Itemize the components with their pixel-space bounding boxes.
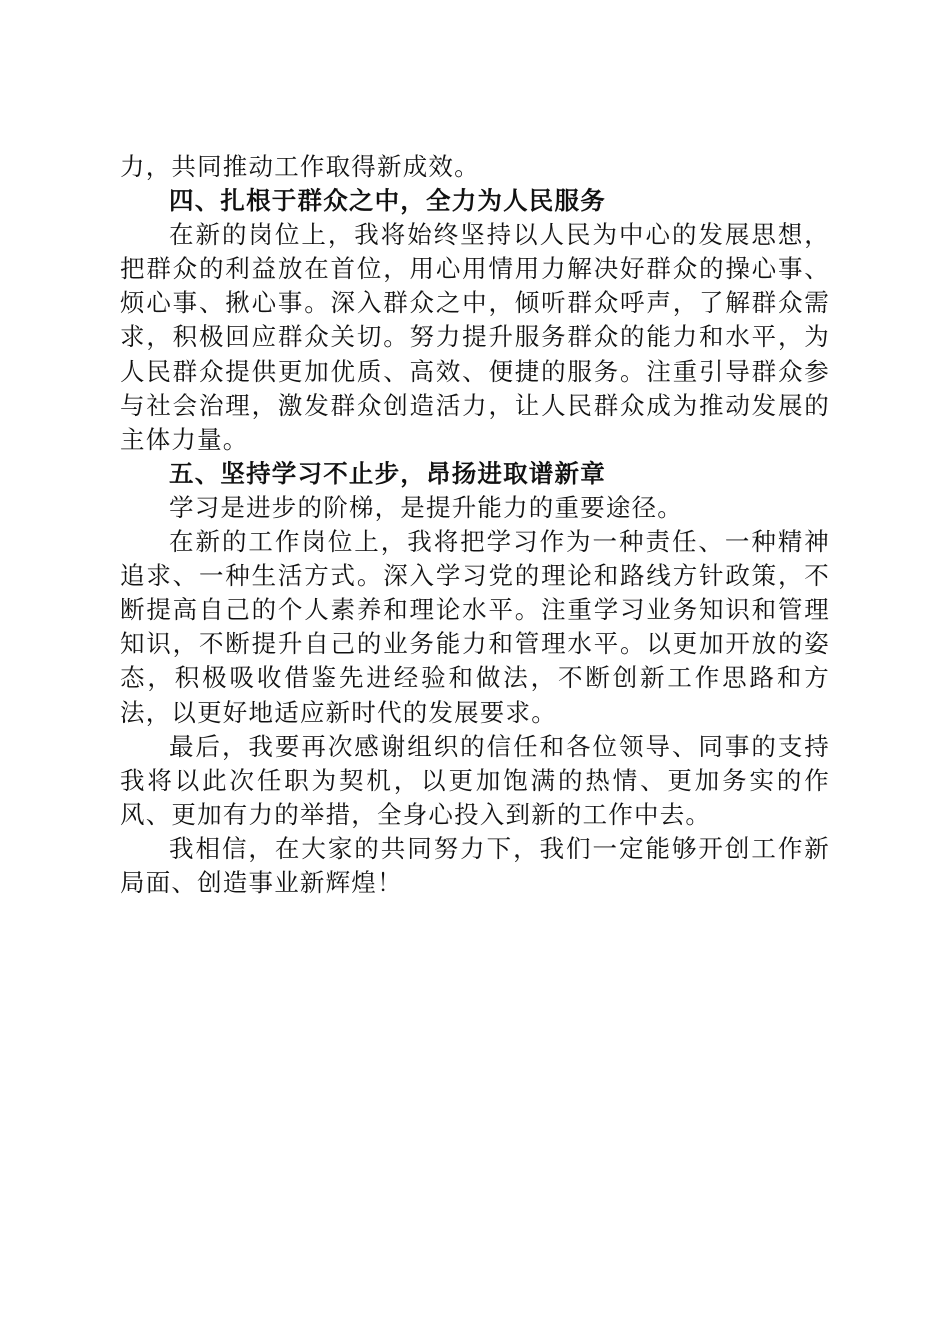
document-body <box>120 150 830 900</box>
section-heading-5: 五、坚持学习不止步，昂扬进取谱新章 <box>169 458 606 488</box>
paragraph-thanks: 最后，我要再次感谢组织的信任和各位领导、同事的支持我将以此次任职为契机，以更加饱满的热情、更加务实的作风、更加有力的举措，全身心投入到新的工作中去。 <box>120 731 830 829</box>
paragraph-serve-people: 在新的岗位上，我将始终坚持以人民为中心的发展思想，把群众的利益放在首位，用心用情用力解决好群众的操心事、烦心事、揪心事。深入群众之中，倾听群众呼声，了解群众需求，积极回应群众关切。努力提升服务群众的能力和水平，为人民群众提供更加优质、高效、便捷的服务。注重引导群众参与社会治理，激发群众创造活力，让人民群众成为推动发展的主体力量。 <box>120 220 830 454</box>
paragraph-learning: 在新的工作岗位上，我将把学习作为一种责任、一种精神追求、一种生活方式。深入学习党的理论和路线方针政策，不断提高自己的个人素养和理论水平。注重学习业务知识和管理知识，不断提升自己的业务能力和管理水平。以更加开放的姿态，积极吸收借鉴先进经验和做法，不断创新工作思路和方法，以更好地适应新时代的发展要求。 <box>120 527 830 727</box>
paragraph-continuation: 力，共同推动工作取得新成效。 <box>120 152 480 181</box>
paragraph-learning-intro: 学习是进步的阶梯，是提升能力的重要途径。 <box>169 492 683 522</box>
paragraph-closing: 我相信，在大家的共同努力下，我们一定能够开创工作新局面、创造事业新辉煌！ <box>120 833 830 897</box>
section-heading-4: 四、扎根于群众之中，全力为人民服务 <box>169 186 606 216</box>
